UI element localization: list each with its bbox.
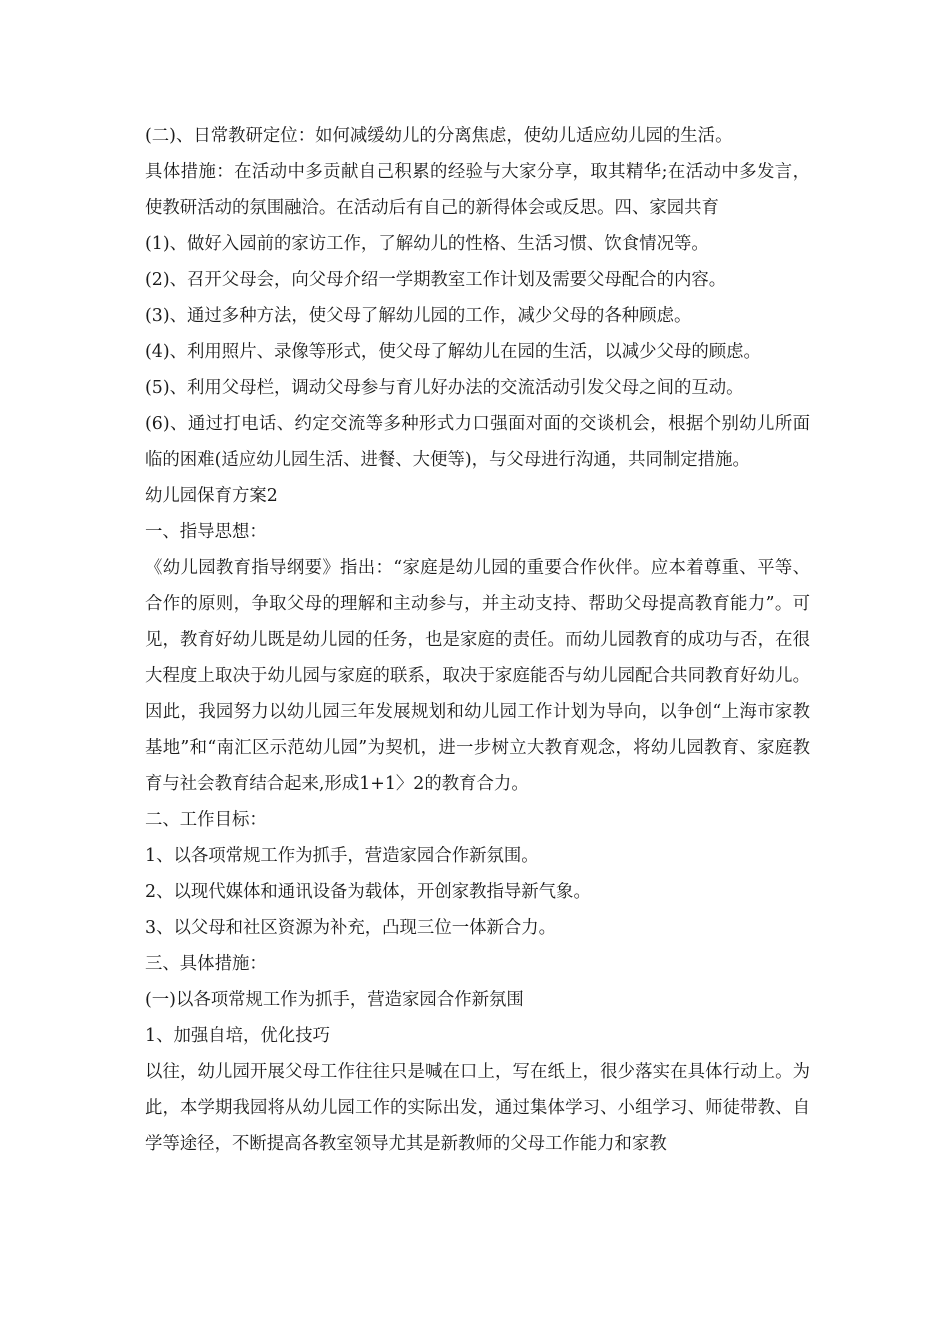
paragraph-guiding-ideology: 《幼儿园教育指导纲要》指出：“家庭是幼儿园的重要合作伙伴。应本着尊重、平等、合作的原则，争取父母的理解和主动参与，并主动支持、帮助父母提高教育能力”。可见，教育好幼儿既是幼儿园的任务，也是家庭的责任。而幼儿园教育的成功与否，在很大程度上取决于幼儿园与家庭的联系，取决于家庭能否与幼儿园配合共同教育好幼儿。因此，我园努力以幼儿园三年发展规划和幼儿园工作计划为导向，以争创“上海市家教基地”和“南汇区示范幼儿园”为契机，进一步树立大教育观念，将幼儿园教育、家庭教育与社会教育结合起来,形成1+1〉2的教育合力。	[145, 558, 810, 794]
goal-item-3: 3、以父母和社区资源为补充，凸现三位一体新合力。	[145, 918, 557, 938]
list-item-6: (6)、通过打电话、约定交流等多种形式力口强面对面的交谈机会，根据个别幼儿所面临的困难(适应幼儿园生活、进餐、大便等)，与父母进行沟通，共同制定措施。	[145, 414, 810, 470]
goal-item-1: 1、以各项常规工作为抓手，营造家园合作新氛围。	[145, 846, 539, 866]
list-item-2: (2)、召开父母会，向父母介绍一学期教室工作计划及需要父母配合的内容。	[145, 270, 727, 290]
subsection-heading-routine-work: (一)以各项常规工作为抓手，营造家园合作新氛围	[145, 990, 524, 1010]
document-page	[145, 118, 810, 1162]
list-item-5: (5)、利用父母栏，调动父母参与育儿好办法的交流活动引发父母之间的互动。	[145, 378, 744, 398]
section-heading-measures: 三、具体措施：	[145, 954, 267, 974]
list-item-3: (3)、通过多种方法，使父母了解幼儿园的工作，减少父母的各种顾虑。	[145, 306, 692, 326]
paragraph-self-training: 以往，幼儿园开展父母工作往往只是喊在口上，写在纸上，很少落实在具体行动上。为此，本学期我园将从幼儿园工作的实际出发，通过集体学习、小组学习、师徒带教、自学等途径，不断提高各教室领导尤其是新教师的父母工作能力和家教	[145, 1062, 810, 1154]
subsection-heading-self-training: 1、加强自培，优化技巧	[145, 1026, 330, 1046]
list-item-1: (1)、做好入园前的家访工作，了解幼儿的性格、生活习惯、饮食情况等。	[145, 234, 709, 254]
section-heading-guiding-ideology: 一、指导思想：	[145, 522, 267, 542]
section-heading-work-goals: 二、工作目标：	[145, 810, 267, 830]
list-item-4: (4)、利用照片、录像等形式，使父母了解幼儿在园的生活，以减少父母的顾虑。	[145, 342, 761, 362]
goal-item-2: 2、以现代媒体和通讯设备为载体，开创家教指导新气象。	[145, 882, 591, 902]
document-title: 幼儿园保育方案2	[145, 486, 278, 506]
section-heading-daily-research: (二)、日常教研定位：如何减缓幼儿的分离焦虑，使幼儿适应幼儿园的生活。	[145, 126, 733, 146]
paragraph-specific-measures: 具体措施：在活动中多贡献自己积累的经验与大家分享，取其精华;在活动中多发言，使教研活动的氛围融洽。在活动后有自己的新得体会或反思。四、家园共育	[145, 162, 810, 218]
